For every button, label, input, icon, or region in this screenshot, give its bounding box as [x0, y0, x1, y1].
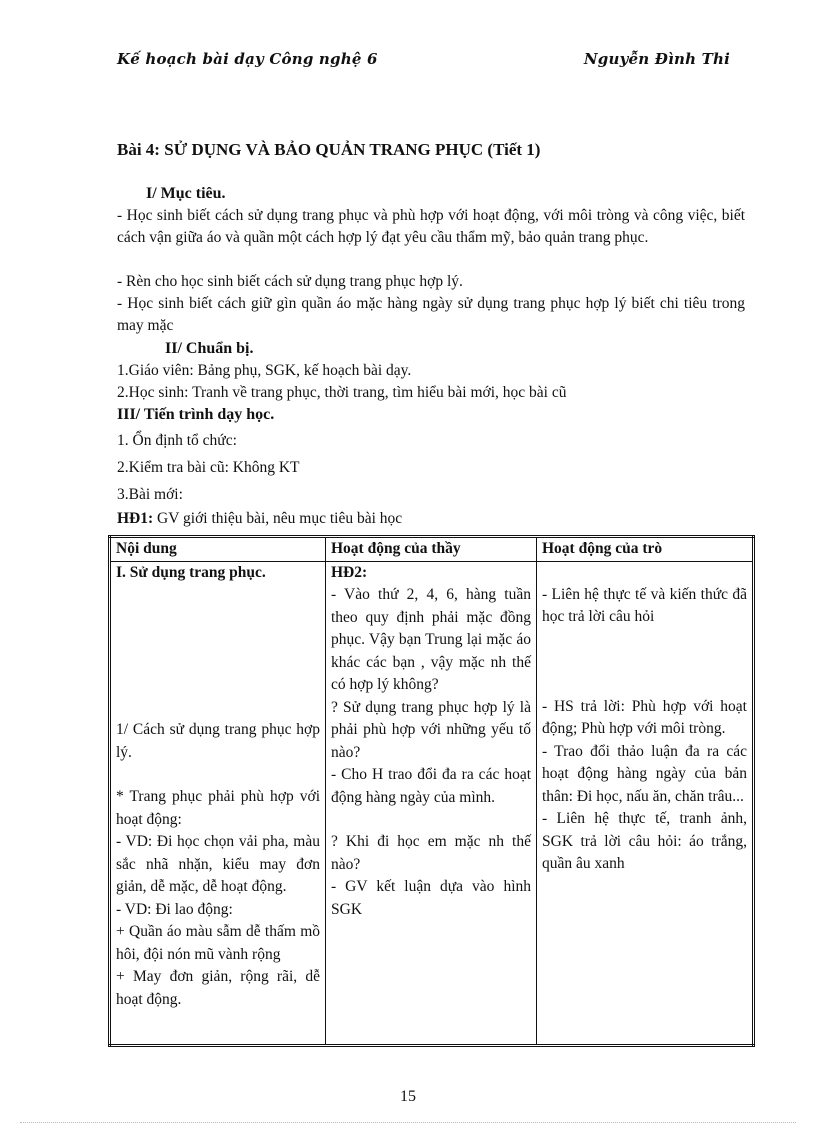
- teacher-q5: - GV kết luận dựa vào hình SGK: [331, 878, 531, 918]
- student-cell: [537, 561, 754, 1045]
- content-ex2b: + May đơn giản, rộng rãi, dễ hoạt động.: [116, 968, 320, 1008]
- hd1-text: GV giới thiệu bài, nêu mục tiêu bài học: [153, 510, 403, 527]
- objective-3: - Học sinh biết cách giữ gìn quần áo mặc hàng ngày sử dụng trang phục hợp lý biết chi tiêu trong may mặc: [117, 295, 745, 334]
- lesson-table: [108, 535, 755, 1047]
- objective-2: - Rèn cho học sinh biết cách sử dụng trang phục hợp lý.: [117, 273, 463, 290]
- hd1-label: HĐ1:: [117, 510, 154, 527]
- header-teacher: Hoạt động của thầy: [326, 537, 537, 562]
- content-ex1: - VD: Đi học chọn vải pha, màu sắc nhã nhặn, kiểu may đơn giản, dễ mặc, dễ hoạt động.: [116, 833, 320, 895]
- objective-1: - Học sinh biết cách sử dụng trang phục và phù hợp với hoạt động, với môi tròng và công việc, biết cách vận giữa áo và quần một cách hợp lý đạt yêu cầu thẩm mỹ, bảo quản trang phục.: [117, 207, 745, 246]
- section-preparation-heading: II/ Chuẩn bị.: [165, 340, 254, 357]
- section-objectives-heading: I/ Mục tiêu.: [146, 185, 226, 202]
- table-header-row: [110, 537, 754, 562]
- prep-teacher: 1.Giáo viên: Bảng phụ, SGK, kế hoạch bài dạy.: [117, 362, 412, 379]
- content-ex2: - VD: Đi lao động:: [116, 900, 233, 918]
- header-left: Kế hoạch bài dạy Công nghệ 6: [117, 50, 378, 68]
- page-number: 15: [400, 1088, 416, 1105]
- content-point: * Trang phục phải phù hợp với hoạt động:: [116, 788, 320, 828]
- header-right: Nguyễn Đình Thi: [583, 50, 730, 68]
- student-a1: - Liên hệ thực tế và kiến thức đã học trả lời câu hỏi: [542, 585, 747, 625]
- process-step-1: 1. Ổn định tổ chức:: [117, 432, 237, 449]
- title-prefix: Bài 4:: [117, 140, 160, 159]
- content-sub: 1/ Cách sử dụng trang phục hợp lý.: [116, 721, 320, 761]
- student-a4: - Liên hệ thực tế, tranh ảnh, SGK trả lời câu hỏi: áo trắng, quần âu xanh: [542, 810, 747, 872]
- teacher-q3: - Cho H trao đổi đa ra các hoạt động hàng ngày của mình.: [331, 766, 531, 806]
- teacher-q4: ? Khi đi học em mặc nh thế nào?: [331, 833, 531, 873]
- process-step-2: 2.Kiểm tra bài cũ: Không KT: [117, 459, 300, 476]
- section-process-heading: III/ Tiến trình dạy học.: [117, 406, 275, 423]
- hd1-line: [117, 508, 745, 530]
- student-a3: - Trao đổi thảo luận đa ra các hoạt động hàng ngày của bản thân: Đi học, nấu ăn, chăn trâu...: [542, 742, 747, 805]
- content-cell: [110, 561, 326, 1045]
- title-main: SỬ DỤNG VÀ BẢO QUẢN TRANG PHỤC: [164, 140, 484, 159]
- title-suffix: (Tiết 1): [487, 140, 541, 159]
- table-row: [110, 561, 754, 1045]
- lesson-title: [117, 140, 540, 160]
- teacher-q1: - Vào thứ 2, 4, 6, hàng tuần theo quy định phải mặc đồng phục. Vậy bạn Trung lại mặc áo khác các bạn , vậy mặc nh thế có hợp lý không?: [331, 586, 531, 693]
- student-a2: - HS trả lời: Phù hợp với hoạt động; Phù hợp với môi tròng.: [542, 697, 747, 737]
- content-ex2a: + Quần áo màu sẫm dễ thấm mồ hôi, đội nón mũ vành rộng: [116, 923, 320, 963]
- header-student: Hoạt động của trò: [537, 537, 754, 562]
- prep-student: 2.Học sinh: Tranh về trang phục, thời trang, tìm hiểu bài mới, học bài cũ: [117, 384, 567, 401]
- header-content: Nội dung: [110, 537, 326, 562]
- teacher-q2: ? Sử dụng trang phục hợp lý là phải phù hợp với những yếu tố nào?: [331, 698, 531, 761]
- process-step-3: 3.Bài mới:: [117, 486, 183, 503]
- content-heading: I. Sử dụng trang phục.: [116, 563, 266, 581]
- teacher-cell: [326, 561, 537, 1045]
- hd2-heading: HĐ2:: [331, 563, 368, 581]
